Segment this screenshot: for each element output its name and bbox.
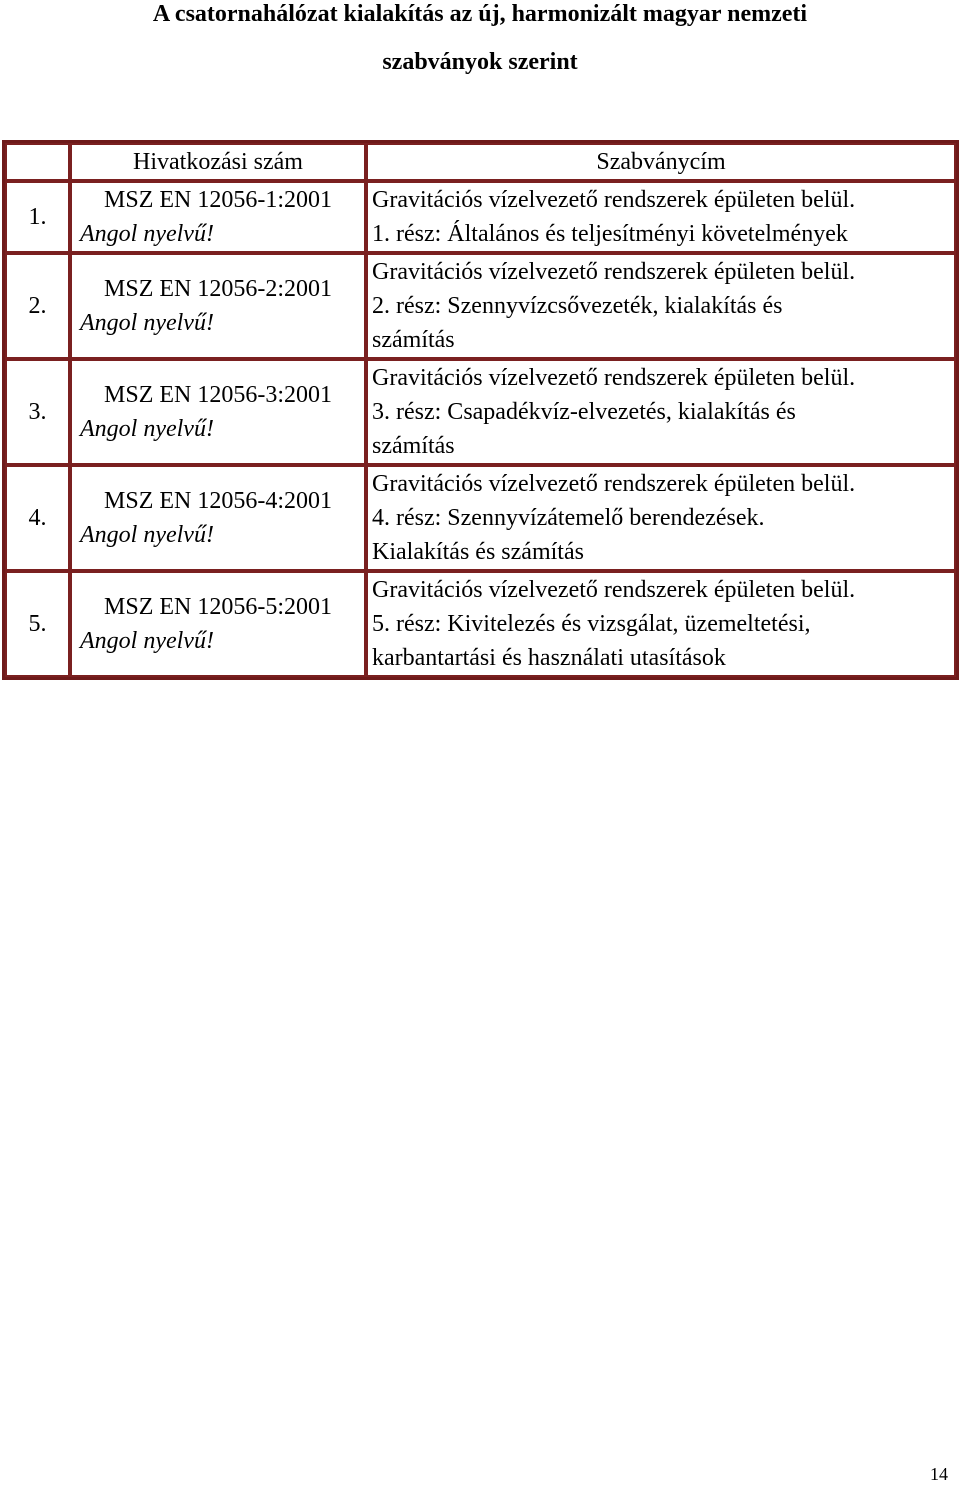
title-line: Gravitációs vízelvezető rendszerek épületen belül. [372, 259, 856, 285]
row-number: 5. [5, 571, 70, 677]
table-row [5, 181, 956, 253]
language-note: Angol nyelvű! [80, 416, 214, 442]
language-note: Angol nyelvű! [80, 628, 214, 654]
title-line: 5. rész: Kivitelezés és vizsgálat, üzemeltetési, [372, 611, 811, 637]
reference-cell [70, 253, 366, 359]
title-line: 3. rész: Csapadékvíz-elvezetés, kialakítás és [372, 399, 796, 425]
reference-cell [70, 465, 366, 571]
title-line: Gravitációs vízelvezető rendszerek épületen belül. [372, 577, 856, 603]
title-line: számítás [372, 327, 455, 353]
page-number: 14 [930, 1464, 948, 1484]
row-number: 1. [5, 181, 70, 253]
title-line: Gravitációs vízelvezető rendszerek épületen belül. [372, 365, 856, 391]
standard-title-cell [366, 253, 956, 359]
standard-code: MSZ EN 12056-2:2001 [104, 276, 332, 302]
language-note: Angol nyelvű! [80, 522, 214, 548]
standard-title-cell [366, 359, 956, 465]
reference-cell [70, 359, 366, 465]
title-line: 4. rész: Szennyvízátemelő berendezések. [372, 505, 765, 531]
standard-code: MSZ EN 12056-1:2001 [104, 187, 332, 213]
reference-cell [70, 181, 366, 253]
title-line: Gravitációs vízelvezető rendszerek épületen belül. [372, 187, 856, 213]
row-number: 4. [5, 465, 70, 571]
title-line: karbantartási és használati utasítások [372, 645, 726, 671]
table-row [5, 571, 956, 677]
title-line: számítás [372, 433, 455, 459]
table-row [5, 359, 956, 465]
standard-code: MSZ EN 12056-5:2001 [104, 594, 332, 620]
standard-title-cell [366, 181, 956, 253]
language-note: Angol nyelvű! [80, 310, 214, 336]
standard-code: MSZ EN 12056-4:2001 [104, 488, 332, 514]
title-line: Kialakítás és számítás [372, 539, 584, 565]
document-title-line-1: A csatornahálózat kialakítás az új, harmonizált magyar nemzeti [152, 1, 808, 27]
header-number [5, 143, 70, 181]
document-title-line-2: szabványok szerint [382, 49, 578, 75]
standard-code: MSZ EN 12056-3:2001 [104, 382, 332, 408]
reference-cell [70, 571, 366, 677]
title-line: 1. rész: Általános és teljesítményi követelmények [372, 221, 848, 247]
title-line: Gravitációs vízelvezető rendszerek épületen belül. [372, 471, 856, 497]
row-number: 3. [5, 359, 70, 465]
standard-title-cell [366, 465, 956, 571]
header-reference: Hivatkozási szám [70, 143, 366, 181]
standard-title-cell [366, 571, 956, 677]
header-title: Szabványcím [366, 143, 956, 181]
table-row [5, 253, 956, 359]
standards-table [2, 140, 959, 680]
table-row [5, 465, 956, 571]
title-line: 2. rész: Szennyvízcsővezeték, kialakítás és [372, 293, 783, 319]
table-header-row [5, 143, 956, 181]
language-note: Angol nyelvű! [80, 221, 214, 247]
row-number: 2. [5, 253, 70, 359]
